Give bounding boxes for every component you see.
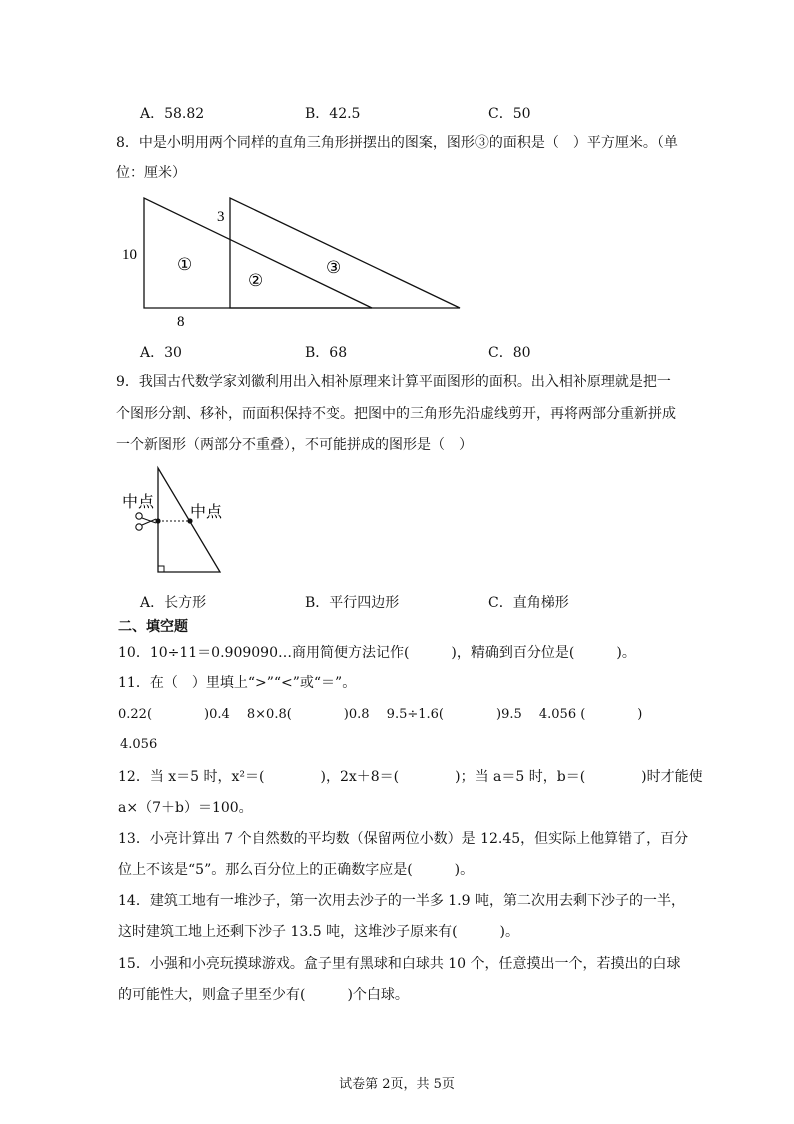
q8-region-3: ③ [326,258,342,277]
q9-option-a: A．长方形 [140,595,207,611]
page-footer: 试卷第 2页，共 5页 [339,1077,455,1092]
q7-option-b: B．42.5 [305,106,361,122]
q8-option-a: A．30 [140,345,182,361]
q9-stem-line1: 9．我国古代数学家刘徽利用出入相补原理来计算平面图形的面积。出入相补原理就是把一 [116,374,671,390]
q13-line2: 位上不该是“5”。那么百分位上的正确数字应是( )。 [118,862,475,878]
q7-option-c: C．50 [488,106,531,122]
q9-option-b: B．平行四边形 [305,595,400,611]
q14-line1: 14．建筑工地有一堆沙子，第一次用去沙子的一半多 1.9 吨，第二次用去剩下沙子的一半， [118,893,685,909]
q8-option-c: C．80 [488,345,531,361]
q8-region-2: ② [248,271,264,290]
q8-figure [110,190,470,330]
q15-line2: 的可能性大，则盒子里至少有( )个白球。 [118,987,409,1003]
q9-midpoint-label-left: 中点 [122,494,155,511]
q8-label-10: 10 [122,247,137,263]
q8-triangle-right [230,198,460,308]
q8-option-b: B．68 [305,345,348,361]
q8-triangle-left [144,198,372,308]
q7-option-a: A．58.82 [140,106,205,122]
q8-region-1: ① [177,255,193,274]
q12-line2: a×（7＋b）＝100。 [118,800,253,816]
q11-text: 11．在（ ）里填上“>”“<”或“＝”。 [118,675,357,691]
q8-stem-line2: 位：厘米） [116,165,186,181]
q13-line1: 13．小亮计算出 7 个自然数的平均数（保留两位小数）是 12.45，但实际上他算错了，百分 [118,831,689,847]
section-title: 二、填空题 [118,619,188,635]
q10-text: 10．10÷11＝0.909090…商用简便方法记作( )，精确到百分位是( )。 [118,645,636,661]
q14-line2: 这时建筑工地上还剩下沙子 13.5 吨，这堆沙子原来有( )。 [118,924,519,940]
q9-stem-line3: 一个新图形（两部分不重叠），不可能拼成的图形是（ ） [116,437,473,453]
q12-line1: 12．当 x＝5 时，x²＝( )，2x＋8＝( )；当 a＝5 时，b＝( )时才能使 [118,769,703,785]
q9-option-c: C．直角梯形 [488,595,569,611]
q15-line1: 15．小强和小亮玩摸球游戏。盒子里有黑球和白球共 10 个，任意摸出一个，若摸出的白球 [118,956,681,972]
right-angle-mark [158,566,164,572]
q8-label-3: 3 [217,209,225,225]
q8-stem-line1: 8．中是小明用两个同样的直角三角形拼摆出的图案，图形③的面积是（ ）平方厘米。（单 [116,135,678,151]
q9-stem-line2: 个图形分割、移补，而面积保持不变。把图中的三角形先沿虚线剪开，再将两部分重新拼成 [116,406,676,422]
q11-row1: 0.22( )0.4 8×0.8( )0.8 9.5÷1.6( )9.5 4.056 ( ) [118,707,643,722]
q11-row2: 4.056 [120,737,158,752]
q8-label-8: 8 [177,314,185,330]
q9-figure [118,465,238,580]
midpoint-dot-left [155,518,160,523]
scissors-icon [136,513,156,530]
q9-midpoint-label-right: 中点 [190,504,223,521]
